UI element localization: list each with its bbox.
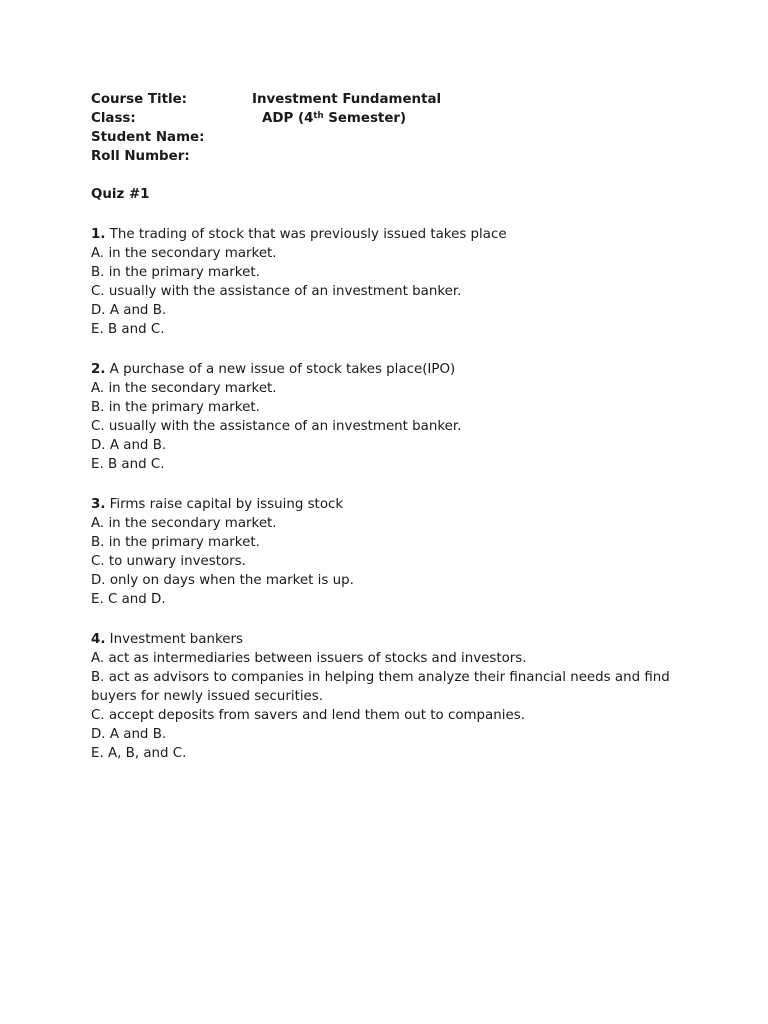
question-text: Investment bankers <box>105 632 243 647</box>
quiz-document <box>91 90 691 763</box>
answer-option: C. accept deposits from savers and lend them out to companies. <box>91 708 525 723</box>
answer-option: E. A, B, and C. <box>91 746 187 761</box>
question-stem <box>91 360 691 379</box>
roll-number-label: Roll Number: <box>91 149 190 164</box>
question-number: 4. <box>91 632 106 647</box>
question-1 <box>91 225 691 339</box>
question-text: A purchase of a new issue of stock takes place(IPO) <box>105 362 456 377</box>
answer-option: A. in the secondary market. <box>91 516 277 531</box>
student-name-row <box>91 128 691 147</box>
answer-option: D. A and B. <box>91 303 167 318</box>
class-value-superscript: th <box>313 111 324 121</box>
course-title-row <box>91 90 691 109</box>
answer-option: C. usually with the assistance of an investment banker. <box>91 284 462 299</box>
question-3 <box>91 495 691 609</box>
class-label: Class: <box>91 111 136 126</box>
answer-option: E. B and C. <box>91 457 165 472</box>
question-2 <box>91 360 691 474</box>
answer-option: A. in the secondary market. <box>91 246 277 261</box>
question-stem <box>91 225 691 244</box>
question-text: The trading of stock that was previously issued takes place <box>105 227 507 242</box>
answer-option: D. A and B. <box>91 438 167 453</box>
question-text: Firms raise capital by issuing stock <box>105 497 344 512</box>
answer-option: B. in the primary market. <box>91 400 260 415</box>
quiz-title: Quiz #1 <box>91 187 150 202</box>
answer-option: B. act as advisors to companies in helping them analyze their financial needs and find buyers for newly issued securities. <box>91 670 670 704</box>
answer-option: C. to unwary investors. <box>91 554 246 569</box>
answer-option: D. A and B. <box>91 727 167 742</box>
course-title-label: Course Title: <box>91 92 188 107</box>
course-title-value: Investment Fundamental <box>252 92 442 107</box>
answer-option: D. only on days when the market is up. <box>91 573 354 588</box>
question-number: 3. <box>91 497 106 512</box>
answer-option: E. C and D. <box>91 592 166 607</box>
student-name-label: Student Name: <box>91 130 205 145</box>
class-value-prefix: ADP (4 <box>262 111 314 126</box>
answer-option: B. in the primary market. <box>91 535 260 550</box>
question-number: 2. <box>91 362 106 377</box>
answer-option: A. in the secondary market. <box>91 381 277 396</box>
answer-option: A. act as intermediaries between issuers of stocks and investors. <box>91 651 527 666</box>
class-value-suffix: Semester) <box>323 111 407 126</box>
question-stem <box>91 495 691 514</box>
class-value <box>262 109 406 128</box>
question-stem <box>91 630 691 649</box>
answer-option: E. B and C. <box>91 322 165 337</box>
question-number: 1. <box>91 227 106 242</box>
answer-option: C. usually with the assistance of an investment banker. <box>91 419 462 434</box>
question-4 <box>91 630 691 763</box>
answer-option: B. in the primary market. <box>91 265 260 280</box>
class-row <box>91 109 691 128</box>
roll-number-row <box>91 147 691 166</box>
